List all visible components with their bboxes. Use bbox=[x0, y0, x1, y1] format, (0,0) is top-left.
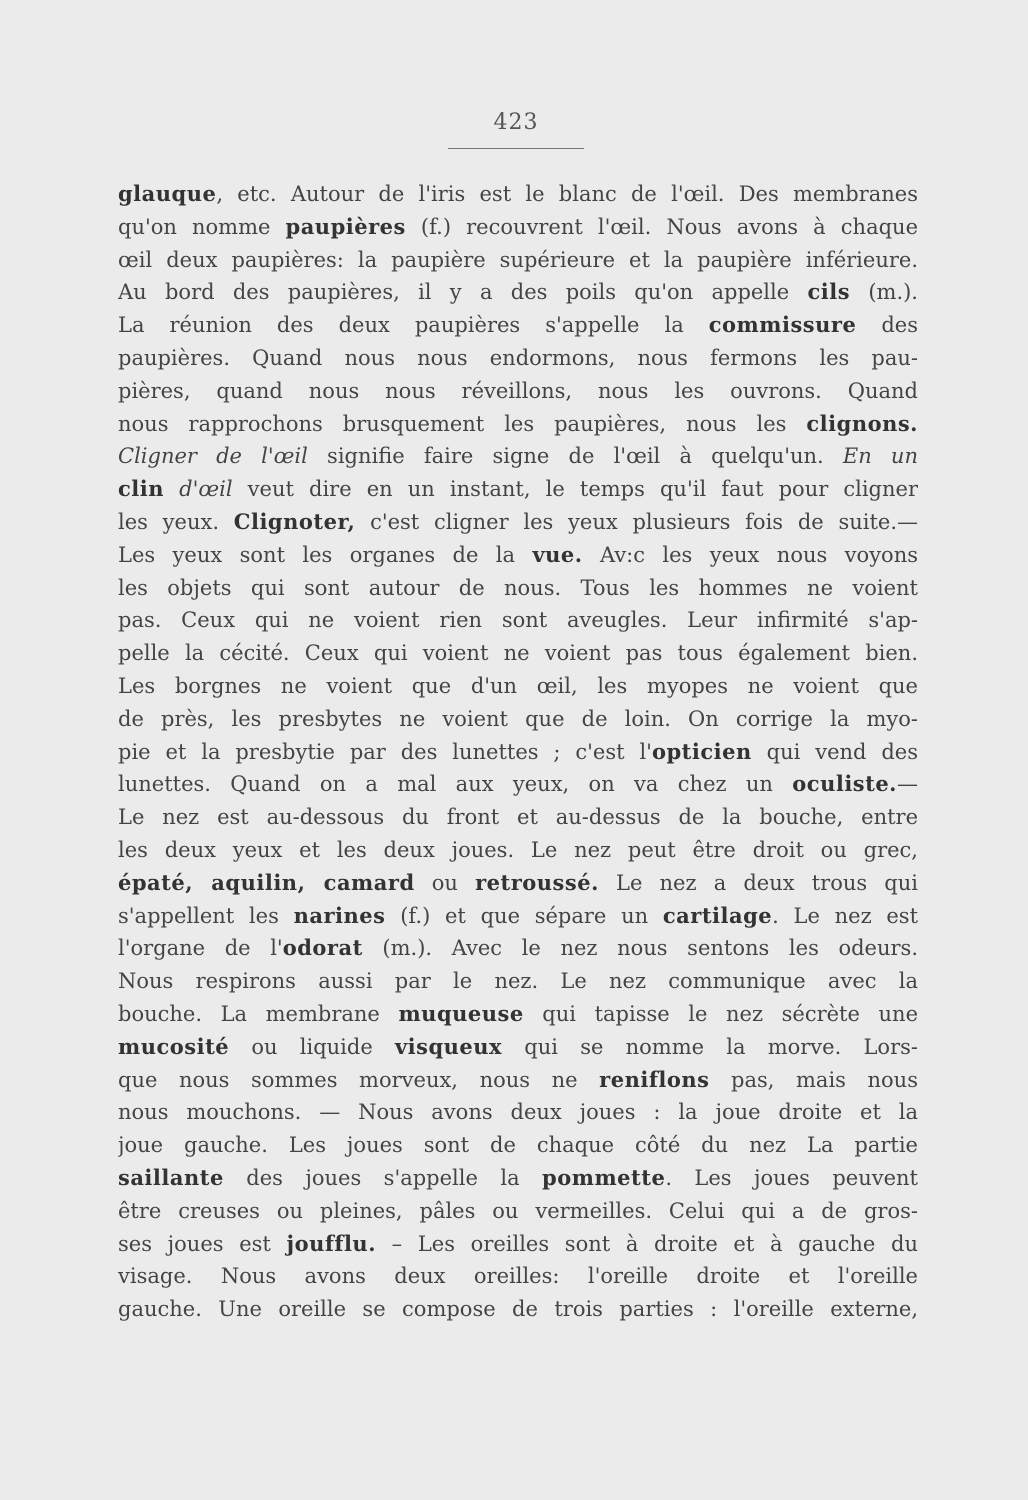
text-line bbox=[118, 506, 918, 539]
text-run: nous mouchons. — Nous avons deux joues : la joue droite et la bbox=[118, 1100, 918, 1125]
text-run: ou liquide bbox=[229, 1034, 395, 1059]
text-run: les objets qui sont autour de nous. Tous les hommes ne voient bbox=[118, 575, 918, 600]
text-run: ou bbox=[414, 870, 476, 895]
bold-term: Clignoter, bbox=[233, 508, 356, 534]
text-run: signifie faire signe de l'œil à quelqu'un. bbox=[307, 444, 843, 469]
text-run: veut dire en un instant, le temps qu'il faut pour cligner bbox=[232, 477, 918, 502]
bold-term: oculiste. bbox=[792, 771, 897, 797]
text-line bbox=[118, 375, 918, 408]
text-run: pas, mais nous bbox=[709, 1067, 918, 1092]
text-line bbox=[118, 768, 918, 801]
text-line bbox=[118, 1260, 918, 1293]
text-line bbox=[118, 408, 918, 441]
text-run: Les borgnes ne voient que d'un œil, les myopes ne voient que bbox=[118, 673, 918, 698]
text-run: gauche. Une oreille se compose de trois parties : l'oreille externe, bbox=[118, 1297, 918, 1322]
text-run: l'organe de l' bbox=[118, 936, 283, 961]
text-run: . Le nez est bbox=[772, 903, 918, 928]
text-run: paupières. Quand nous nous endormons, nous fermons les pau- bbox=[118, 345, 918, 370]
text-line bbox=[118, 1293, 918, 1326]
italic-phrase: d'œil bbox=[179, 477, 233, 502]
text-run: qui tapisse le nez sécrète une bbox=[523, 1001, 918, 1026]
text-line bbox=[118, 440, 918, 473]
bold-term: clignons. bbox=[806, 410, 918, 436]
bold-term: visqueux bbox=[394, 1033, 503, 1059]
text-line bbox=[118, 309, 918, 342]
text-run: qui se nomme la morve. Lors- bbox=[502, 1034, 918, 1059]
text-line bbox=[118, 1195, 918, 1228]
text-line bbox=[118, 703, 918, 736]
text-line bbox=[118, 1064, 918, 1097]
text-run: Les yeux sont les organes de la bbox=[118, 542, 533, 567]
text-run: (f.) et que sépare un bbox=[385, 903, 663, 928]
bold-term: cils bbox=[807, 279, 851, 305]
text-run: pières, quand nous nous réveillons, nous les ouvrons. Quand bbox=[118, 378, 918, 403]
bold-term: cartilage bbox=[662, 902, 773, 928]
text-run: les yeux. bbox=[118, 509, 234, 534]
text-line bbox=[118, 1096, 918, 1129]
header-rule bbox=[448, 148, 584, 149]
bold-term: saillante bbox=[118, 1164, 224, 1190]
text-run: s'appellent les bbox=[118, 903, 294, 928]
bold-term: muqueuse bbox=[398, 1000, 524, 1026]
text-line bbox=[118, 342, 918, 375]
page-number: 423 bbox=[493, 110, 539, 135]
text-line bbox=[118, 736, 918, 769]
bold-term: paupières bbox=[285, 213, 406, 239]
text-line bbox=[118, 998, 918, 1031]
text-run: visage. Nous avons deux oreilles: l'oreille droite et l'oreille bbox=[118, 1264, 918, 1289]
text-run: qu'on nomme bbox=[118, 214, 286, 239]
text-run: La réunion des deux paupières s'appelle la bbox=[118, 313, 709, 338]
text-run: Le nez a deux trous qui bbox=[598, 870, 918, 895]
bold-term: retroussé. bbox=[475, 869, 599, 895]
text-line bbox=[118, 1228, 918, 1261]
text-run: bouche. La membrane bbox=[118, 1001, 399, 1026]
text-run bbox=[164, 477, 179, 501]
text-run: des bbox=[856, 313, 918, 338]
text-line bbox=[118, 670, 918, 703]
bold-term: joufflu. bbox=[286, 1230, 377, 1256]
text-run: — bbox=[897, 772, 918, 797]
text-line bbox=[118, 244, 918, 277]
text-line bbox=[118, 178, 918, 211]
text-run: œil deux paupières: la paupière supérieure et la paupière inférieure. bbox=[118, 247, 918, 272]
text-run: (m.). Avec le nez nous sentons les odeurs. bbox=[362, 936, 918, 961]
text-line bbox=[118, 1031, 918, 1064]
text-line bbox=[118, 572, 918, 605]
text-run: – Les oreilles sont à droite et à gauche du bbox=[376, 1231, 918, 1256]
text-line bbox=[118, 1162, 918, 1195]
text-line bbox=[118, 801, 918, 834]
text-line bbox=[118, 867, 918, 900]
text-line bbox=[118, 637, 918, 670]
text-run: qui vend des bbox=[751, 739, 918, 764]
text-line bbox=[118, 539, 918, 572]
text-line bbox=[118, 604, 918, 637]
text-run: lunettes. Quand on a mal aux yeux, on va chez un bbox=[118, 772, 793, 797]
text-line bbox=[118, 932, 918, 965]
bold-term: mucosité bbox=[118, 1033, 230, 1059]
italic-phrase: Cligner de l'œil bbox=[118, 444, 308, 469]
text-run: , etc. Autour de l'iris est le blanc de l'œil. Des membranes bbox=[216, 182, 918, 206]
text-run: pelle la cécité. Ceux qui voient ne voient pas tous également bien. bbox=[118, 641, 918, 666]
body-text bbox=[118, 178, 918, 1326]
bold-term: odorat bbox=[282, 935, 363, 961]
bold-term: glauque bbox=[118, 181, 217, 206]
text-run: (f.) recouvrent l'œil. Nous avons à chaque bbox=[405, 214, 918, 239]
text-run: ses joues est bbox=[118, 1231, 287, 1256]
bold-term: reniflons bbox=[599, 1066, 710, 1092]
text-run: Le nez est au-dessous du front et au-dessus de la bouche, entre bbox=[118, 805, 918, 830]
text-run: (m.). bbox=[850, 280, 918, 305]
bold-term: pommette bbox=[542, 1164, 666, 1190]
text-line bbox=[118, 211, 918, 244]
text-run: joue gauche. Les joues sont de chaque côté du nez La partie bbox=[118, 1133, 918, 1158]
bold-term: épaté, aquilin, camard bbox=[118, 869, 415, 895]
bold-term: commissure bbox=[708, 312, 857, 338]
text-run: c'est cligner les yeux plusieurs fois de suite.— bbox=[355, 509, 918, 534]
bold-term: opticien bbox=[651, 738, 752, 764]
bold-term: clin bbox=[118, 476, 165, 502]
text-run: pas. Ceux qui ne voient rien sont aveugles. Leur infirmité s'ap- bbox=[118, 608, 918, 633]
text-run: des joues s'appelle la bbox=[223, 1165, 543, 1190]
text-line bbox=[118, 900, 918, 933]
text-run: les deux yeux et les deux joues. Le nez peut être droit ou grec, bbox=[118, 837, 918, 862]
text-line bbox=[118, 1129, 918, 1162]
text-run: nous rapprochons brusquement les paupières, nous les bbox=[118, 411, 807, 436]
text-run: Nous respirons aussi par le nez. Le nez communique avec la bbox=[118, 969, 918, 994]
text-line bbox=[118, 276, 918, 309]
text-run: être creuses ou pleines, pâles ou vermeilles. Celui qui a de gros- bbox=[118, 1198, 918, 1223]
text-run: pie et la presbytie par des lunettes ; c'est l' bbox=[118, 739, 652, 764]
text-line bbox=[118, 834, 918, 867]
text-line bbox=[118, 965, 918, 998]
text-line bbox=[118, 473, 918, 506]
text-run: Au bord des paupières, il y a des poils qu'on appelle bbox=[118, 280, 808, 305]
text-run: Av:c les yeux nous voyons bbox=[582, 542, 918, 567]
bold-term: narines bbox=[293, 902, 386, 928]
text-run: que nous sommes morveux, nous ne bbox=[118, 1067, 600, 1092]
bold-term: vue. bbox=[532, 541, 583, 567]
text-run: de près, les presbytes ne voient que de loin. On corrige la myo- bbox=[118, 706, 918, 731]
text-run: . Les joues peuvent bbox=[665, 1165, 918, 1190]
italic-phrase: En un bbox=[842, 444, 918, 469]
